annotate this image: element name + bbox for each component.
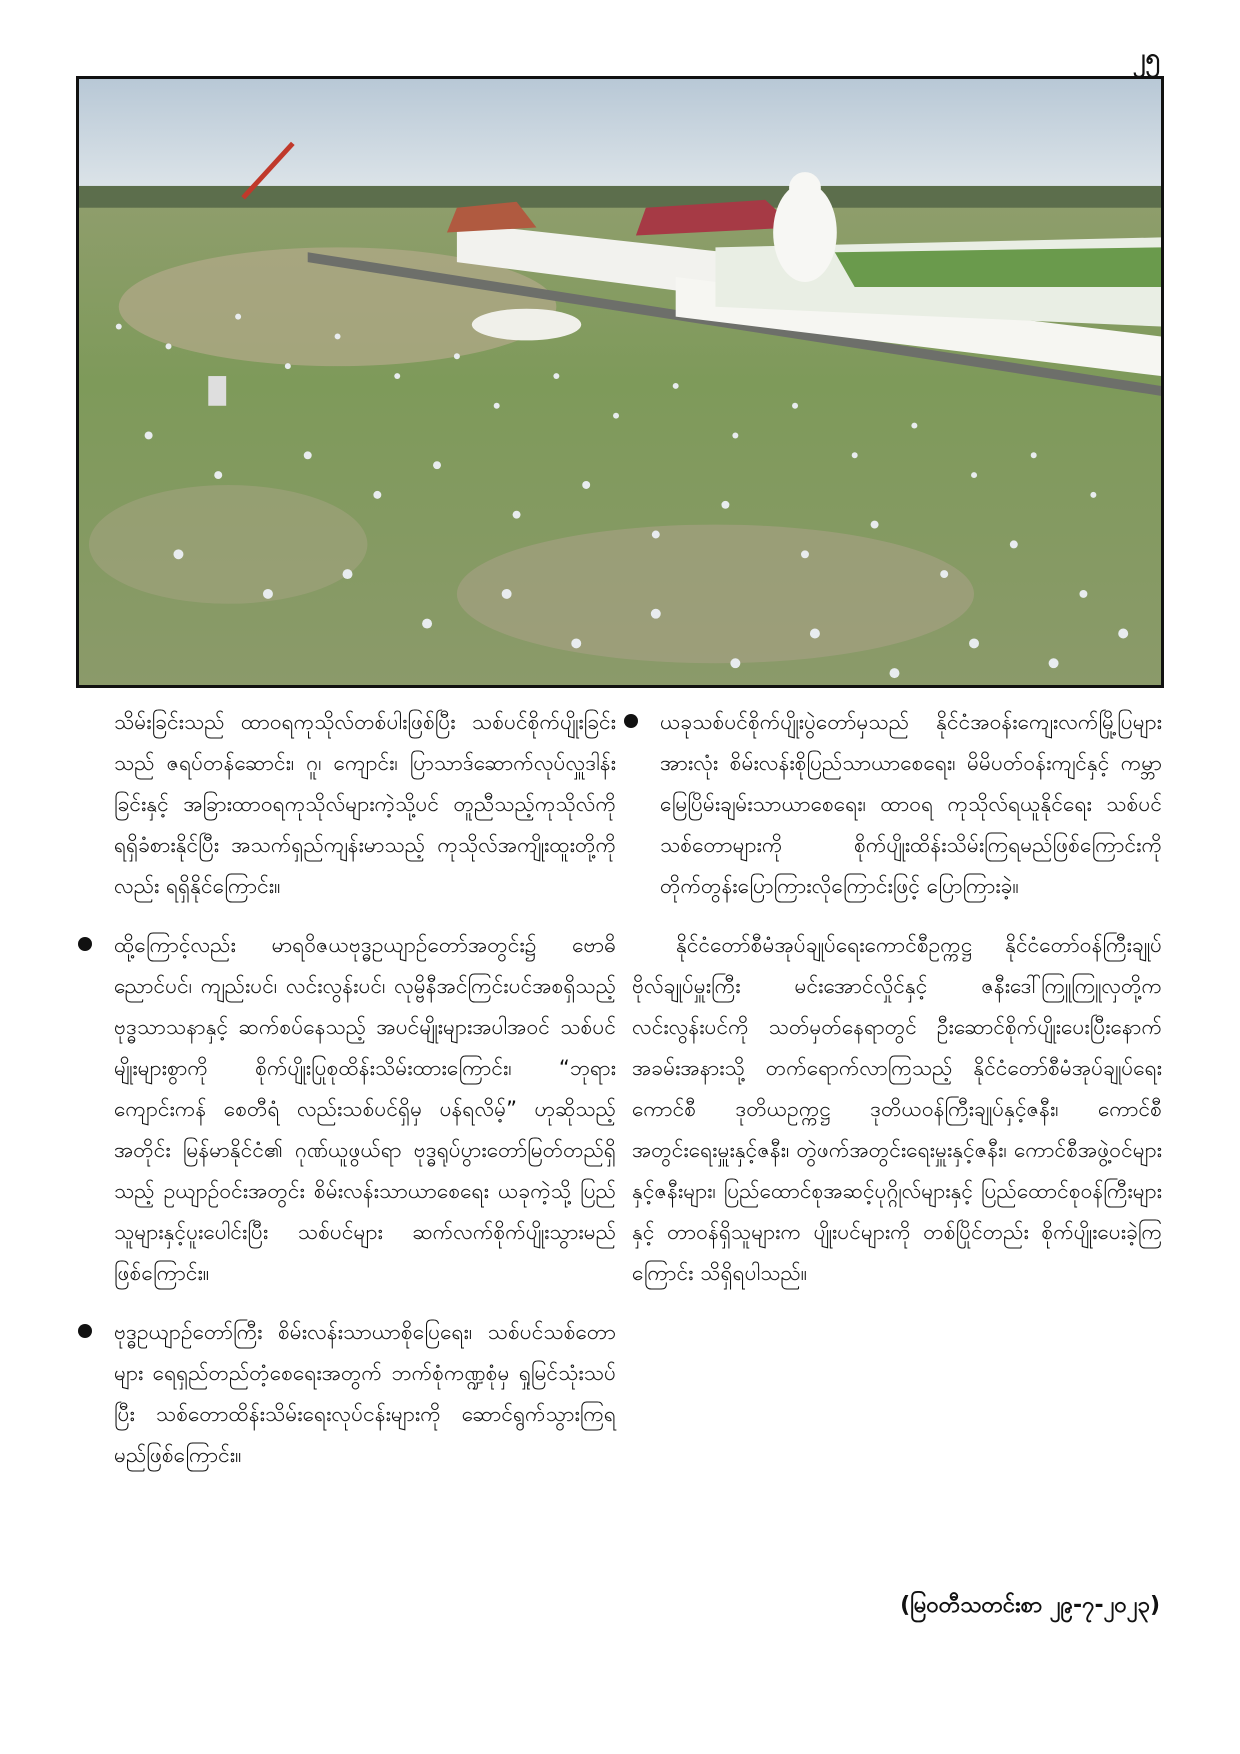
bullet-text: ယခုသစ်ပင်စိုက်ပျိုးပွဲတော်မှသည် နိုင်ငံအဝန်းကျေးလက်မြို့ပြများအားလုံး စိမ်းလန်းစိုပြည်သာယာစေရေး၊ မိမိပတ်ဝန်းကျင်နှင့် ကမ္ဘာမြေပြိမ်းချမ်းသာယာစေရေး၊ ထာဝရ ကုသိုလ်ရယူနိုင်ရေး သစ်ပင်သစ်တောများကို စိုက်ပျိုးထိန်းသိမ်းကြရမည်ဖြစ်ကြောင်းကို တိုက်တွန်းပြောကြားလိုကြောင်းဖြင့် ပြောကြားခဲ့။: [660, 710, 1162, 898]
bullet-paragraph-3: [632, 702, 1162, 907]
source-citation: (မြဝတီသတင်းစာ ၂၉-၇-၂၀၂၃): [900, 1593, 1160, 1618]
left-column: [86, 702, 616, 1494]
closing-paragraph: နိုင်ငံတော်စီမံအုပ်ချုပ်ရေးကောင်စီဥက္ကဋ္ဌ နိုင်ငံတော်ဝန်ကြီးချုပ် ဗိုလ်ချုပ်မှူးကြီး မင်းအောင်လှိုင်နှင့် ဇနီးဒေါ်ကြူကြူလှတို့က လင်းလွန်းပင်ကို သတ်မှတ်နေရာတွင် ဦးဆောင်စိုက်ပျိုးပေးပြီးနောက်အခမ်းအနားသို့ တက်ရောက်လာကြသည့် နိုင်ငံတော်စီမံအုပ်ချုပ်ရေးကောင်စီ ဒုတိယဥက္ကဋ္ဌ ဒုတိယဝန်ကြီးချုပ်နှင့်ဇနီး၊ ကောင်စီအတွင်းရေးမှူးနှင့်ဇနီး၊ တွဲဖက်အတွင်းရေးမှူးနှင့်ဇနီး၊ ကောင်စီအဖွဲ့ဝင်များနှင့်ဇနီးများ၊ ပြည်ထောင်စုအဆင့်ပုဂ္ဂိုလ်များနှင့် ပြည်ထောင်စုဝန်ကြီးများနှင့် တာဝန်ရှိသူများက ပျိုးပင်များကို တစ်ပြိုင်တည်း စိုက်ပျိုးပေးခဲ့ကြကြောင်း သိရှိရပါသည်။: [632, 933, 1162, 1285]
page-number: ၂၅: [1132, 43, 1160, 73]
aerial-photo: [76, 76, 1164, 688]
continuation-paragraph: သိမ်းခြင်းသည် ထာဝရကုသိုလ်တစ်ပါးဖြစ်ပြီး သစ်ပင်စိုက်ပျိုးခြင်းသည် ဇရပ်တန်ဆောင်း၊ ဂူ၊ ကျောင်း၊ ပြာသာဒ်ဆောက်လုပ်လှူဒါန်းခြင်းနှင့် အခြားထာဝရကုသိုလ်များကဲ့သို့ပင် တူညီသည့်ကုသိုလ်ကို ရရှိခံစားနိုင်ပြီး အသက်ရှည်ကျန်းမာသည့် ကုသိုလ်အကျိုးထူးတို့ကိုလည်း ရရှိနိုင်ကြောင်း။: [114, 710, 616, 898]
bullet-icon: [624, 714, 638, 728]
bullet-text: ထို့ကြောင့်လည်း မာရဝိဇယဗုဒ္ဓဥယျာဉ်တော်အတွင်း၌ ဗောဓိညောင်ပင်၊ ကျည်းပင်၊ လင်းလွန်းပင်၊ လုမ္ဗိနီအင်ကြင်းပင်အစရှိသည့် ဗုဒ္ဓသာသနာနှင့် ဆက်စပ်နေသည့် အပင်မျိုးများအပါအဝင် သစ်ပင်မျိုးများစွာကို စိုက်ပျိုးပြုစုထိန်းသိမ်းထားကြောင်း၊ “ဘုရား ကျောင်းကန် စေတီရံ လည်းသစ်ပင်ရှိမှ ပန်ရလိမ့်” ဟုဆိုသည့်အတိုင်း မြန်မာနိုင်ငံ၏ ဂုဏ်ယူဖွယ်ရာ ဗုဒ္ဓရုပ်ပွားတော်မြတ်တည်ရှိသည့် ဥယျာဉ်ဝင်းအတွင်း စိမ်းလန်းသာယာစေရေး ယခုကဲ့သို့ ပြည်သူများနှင့်ပူးပေါင်းပြီး သစ်ပင်များ ဆက်လက်စိုက်ပျိုးသွားမည်ဖြစ်ကြောင်း။: [114, 933, 616, 1285]
bullet-icon: [78, 1324, 92, 1338]
bullet-paragraph-2: [86, 1312, 616, 1476]
aerial-photo-image: [79, 79, 1161, 685]
bullet-text: ဗုဒ္ဓဥယျာဉ်တော်ကြီး စိမ်းလန်းသာယာစိုပြေရေး၊ သစ်ပင်သစ်တောများ ရေရှည်တည်တံ့စေရေးအတွက် ဘက်စုံကဏ္ဍစုံမှ ရှုမြင်သုံးသပ်ပြီး သစ်တောထိန်းသိမ်းရေးလုပ်ငန်းများကို ဆောင်ရွက်သွားကြရမည်ဖြစ်ကြောင်း။: [114, 1320, 616, 1467]
bullet-paragraph-1: [86, 925, 616, 1294]
bullet-icon: [78, 937, 92, 951]
right-column: [632, 702, 1162, 1312]
